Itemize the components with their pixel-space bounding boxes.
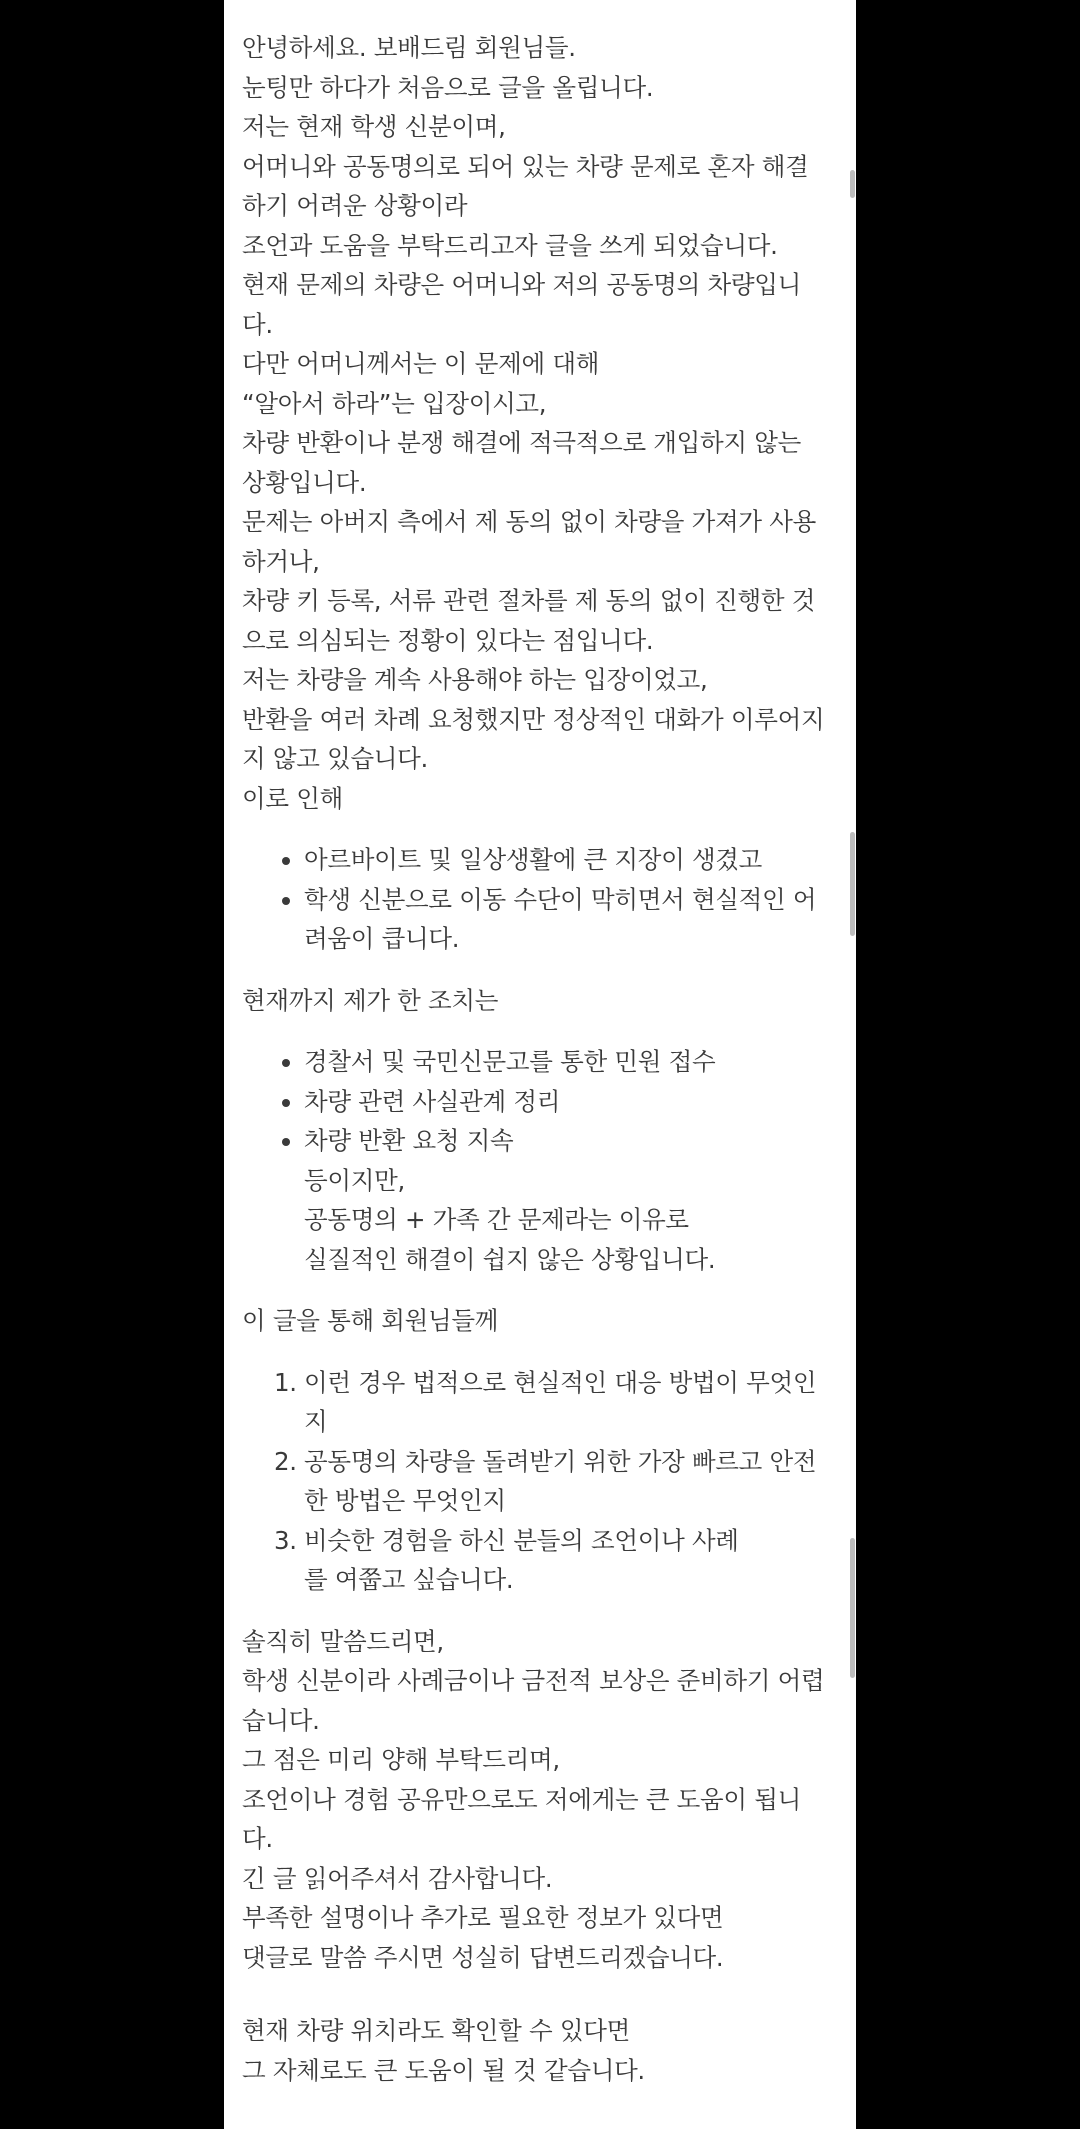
list-number: 2.	[274, 1446, 297, 1476]
scroll-thumb[interactable]	[850, 170, 855, 198]
post-paragraph: 하기 어려운 상황이라	[242, 191, 468, 220]
bullet-list-actions	[242, 1042, 832, 1161]
post-paragraph: 학생 신분이라 사례금이나 금전적 보상은 준비하기 어렵	[242, 1666, 825, 1695]
post-paragraph: 으로 의심되는 정황이 있다는 점입니다.	[242, 625, 654, 655]
post-paragraph: 댓글로 말씀 주시면 성실히 답변드리겠습니다.	[242, 1942, 724, 1972]
list-item-continuation: 등이지만,	[304, 1165, 405, 1195]
post-paragraph: 현재까지 제가 한 조치는	[242, 985, 499, 1015]
list-item: 학생 신분으로 이동 수단이 막히면서 현실적인 어	[242, 880, 832, 920]
post-paragraph: 조언이나 경험 공유만으로도 저에게는 큰 도움이 됩니	[242, 1784, 801, 1814]
post-paragraph: 반환을 여러 차례 요청했지만 정상적인 대화가 이루어지	[242, 704, 825, 734]
bullet-marker	[282, 1138, 290, 1146]
post-paragraph: 솔직히 말씀드리면,	[242, 1626, 444, 1656]
post-paragraph: 저는 현재 학생 신분이며,	[242, 112, 506, 141]
post-paragraph: 다만 어머니께서는 이 문제에 대해	[242, 349, 600, 378]
list-item: 2. 공동명의 차량을 돌려받기 위한 가장 빠르고 안전 한 방법은 무엇인지	[242, 1442, 832, 1521]
bullet-marker	[282, 1099, 290, 1107]
bullet-list-impacts	[242, 840, 832, 919]
post-paragraph: 습니다.	[242, 1705, 320, 1735]
post-paragraph: 부족한 설명이나 추가로 필요한 정보가 있다면	[242, 1903, 724, 1932]
bullet-marker	[282, 857, 290, 865]
list-item-continuation: 공동명의 + 가족 간 문제라는 이유로	[304, 1205, 689, 1234]
post-paragraph: 조언과 도움을 부탁드리고자 글을 쓰게 되었습니다.	[242, 230, 778, 260]
post-paragraph: 지 않고 있습니다.	[242, 744, 429, 773]
post-paragraph: 하거나,	[242, 546, 320, 576]
post-paragraph: “알아서 하라”는 입장이시고,	[242, 388, 547, 418]
post-paragraph: 다.	[242, 309, 273, 339]
list-item: 3. 비슷한 경험을 하신 분들의 조언이나 사례 를 여쭙고 싶습니다.	[242, 1521, 832, 1600]
scrollbar[interactable]	[848, 0, 856, 2129]
post-paragraph: 긴 글 읽어주셔서 감사합니다.	[242, 1863, 553, 1893]
post-paragraph: 그 자체로도 큰 도움이 될 것 같습니다.	[242, 2055, 645, 2085]
list-item-continuation: 려움이 큽니다.	[304, 924, 460, 953]
post-body	[242, 28, 832, 2090]
bullet-marker	[282, 1059, 290, 1067]
numbered-list-questions	[242, 1363, 832, 1600]
post-paragraph: 현재 차량 위치라도 확인할 수 있다면	[242, 2016, 630, 2045]
scroll-thumb[interactable]	[850, 832, 855, 936]
list-item: 경찰서 및 국민신문고를 통한 민원 접수	[242, 1042, 832, 1082]
post-panel	[224, 0, 856, 2129]
post-paragraph: 상황입니다.	[242, 467, 367, 497]
post-paragraph: 눈팅만 하다가 처음으로 글을 올립니다.	[242, 72, 654, 102]
post-paragraph: 저는 차량을 계속 사용해야 하는 입장이었고,	[242, 665, 708, 694]
list-number: 1.	[274, 1367, 297, 1397]
post-paragraph: 현재 문제의 차량은 어머니와 저의 공동명의 차량입니	[242, 270, 801, 299]
post-paragraph: 그 점은 미리 양해 부탁드리며,	[242, 1745, 560, 1774]
post-paragraph: 어머니와 공동명의로 되어 있는 차량 문제로 혼자 해결	[242, 151, 809, 181]
post-paragraph: 차량 키 등록, 서류 관련 절차를 제 동의 없이 진행한 것	[242, 586, 816, 615]
list-number: 3.	[274, 1525, 297, 1555]
post-paragraph: 차량 반환이나 분쟁 해결에 적극적으로 개입하지 않는	[242, 428, 801, 457]
list-item: 아르바이트 및 일상생활에 큰 지장이 생겼고	[242, 840, 832, 880]
list-item: 1. 이런 경우 법적으로 현실적인 대응 방법이 무엇인 지	[242, 1363, 832, 1442]
scroll-thumb[interactable]	[850, 1538, 855, 1678]
post-paragraph: 이로 인해	[242, 783, 343, 813]
post-paragraph: 안녕하세요. 보배드림 회원님들.	[242, 33, 576, 62]
post-paragraph: 다.	[242, 1824, 273, 1853]
bullet-marker	[282, 897, 290, 905]
post-paragraph: 이 글을 통해 회원님들께	[242, 1306, 499, 1335]
list-item: 차량 반환 요청 지속	[242, 1121, 832, 1161]
list-item-continuation: 실질적인 해결이 쉽지 않은 상황입니다.	[304, 1244, 716, 1274]
post-paragraph: 문제는 아버지 측에서 제 동의 없이 차량을 가져가 사용	[242, 507, 816, 536]
list-item: 차량 관련 사실관계 정리	[242, 1082, 832, 1122]
